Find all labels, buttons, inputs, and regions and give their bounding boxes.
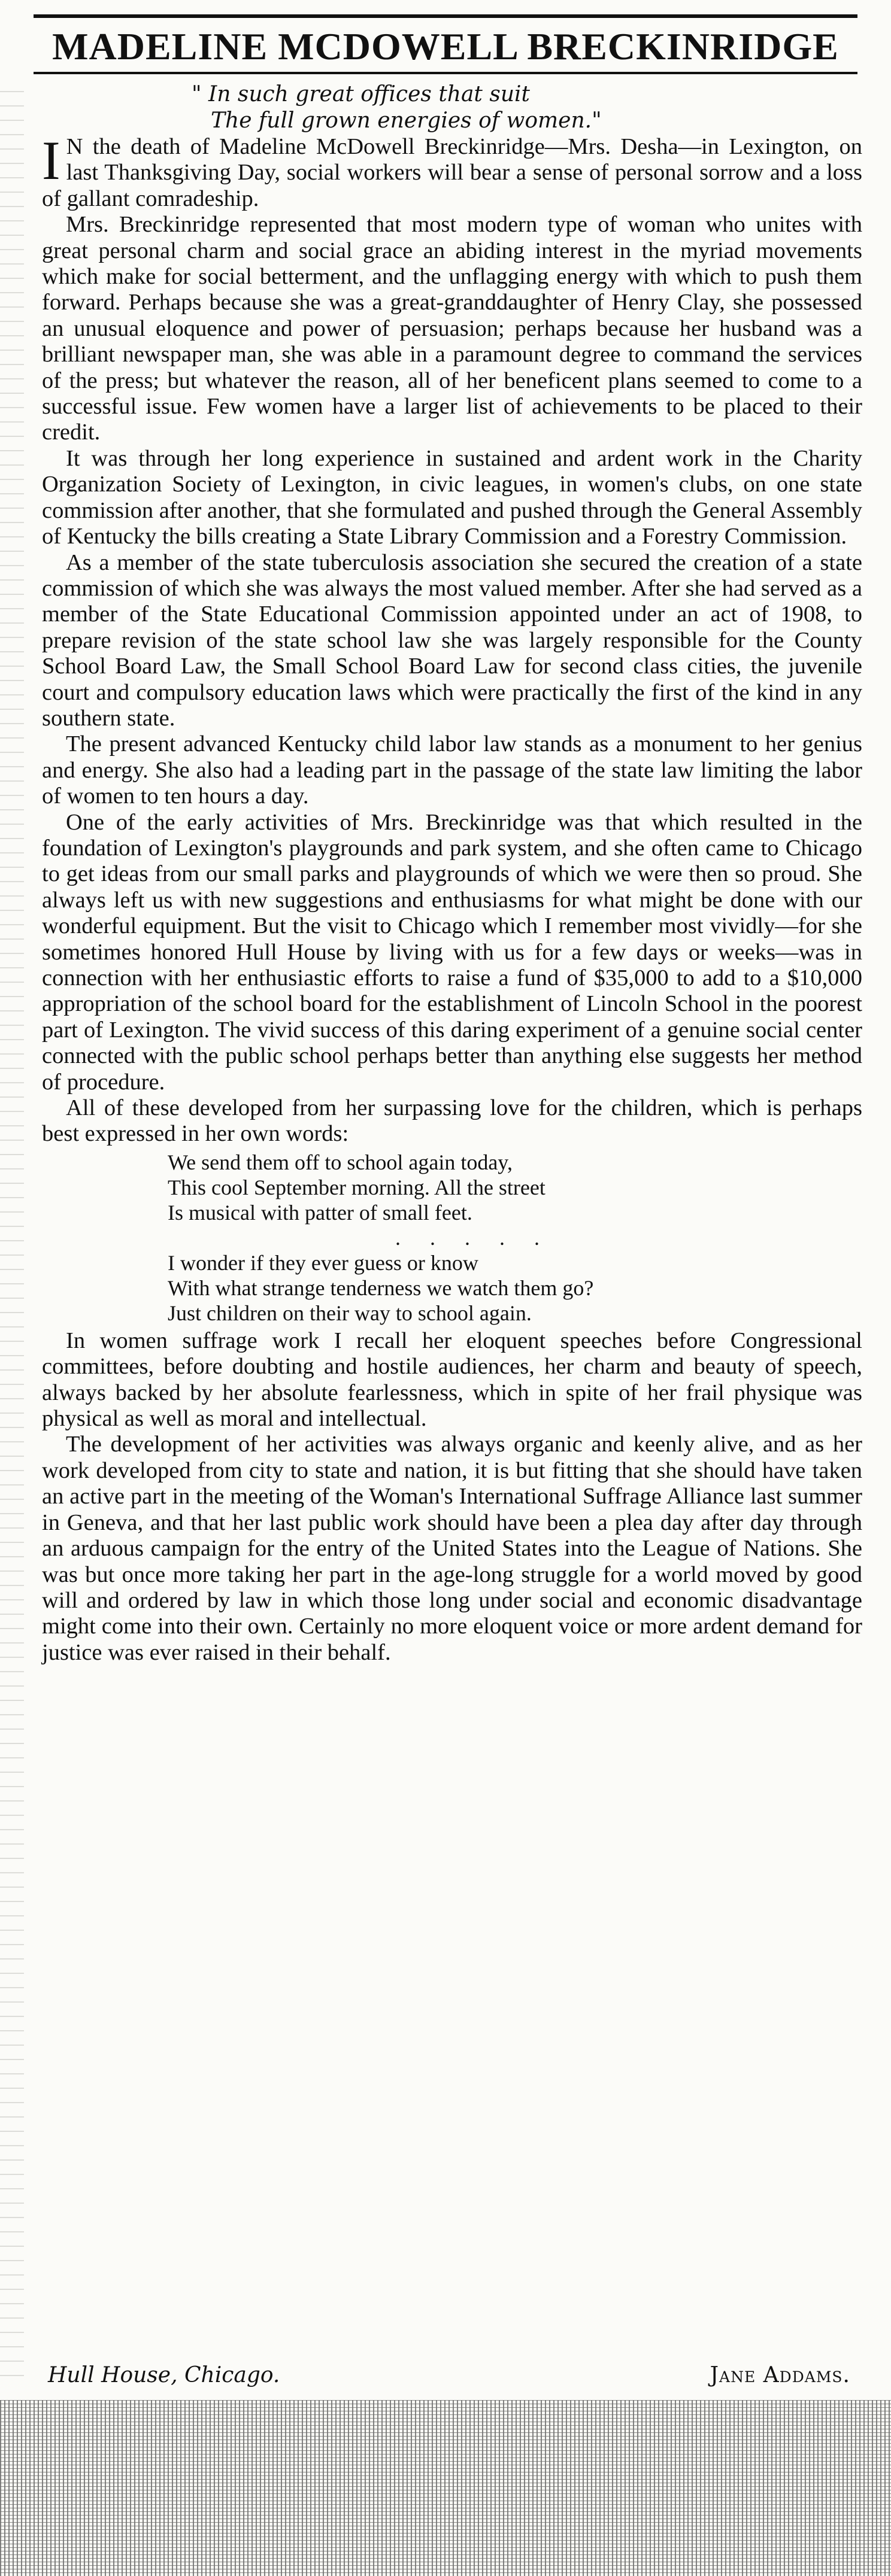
paragraph-2: Mrs. Breckinridge represented that most modern type of woman who unites with great personal charm and social grace an abiding interest in the myriad movements which make for social betterment, and the unflagging energy with which to push them forward. Perhaps because she was a great-granddaughter of Henry Clay, she possessed an unusual eloquence and power of persuasion; perhaps because her husband was a brilliant newspaper man, she was able in a paramount degree to command the services of the press; but whatever the reason, all of her beneficent plans seemed to come to a successful issue. Few women have a larger list of achievements to be placed to their credit.: [42, 212, 862, 445]
epigraph: [192, 81, 731, 134]
poem-line-6: Just children on their way to school again.: [168, 1301, 532, 1325]
paragraph-4: As a member of the state tuberculosis association she secured the creation of a state commission of which she was always the most valued member. After she had served as a member of the State Educational Commission appointed under an act of 1908, to prepare revision of the state school law she was largely responsible for the County School Board Law, the Small School Board Law for second class cities, the juvenile court and compulsory education laws which were practically the first of the kind in any southern state.: [42, 549, 862, 731]
poem: [168, 1150, 862, 1326]
headline: MADELINE MCDOWELL BRECKINRIDGE: [52, 25, 839, 68]
poem-line-4: I wonder if they ever guess or know: [168, 1250, 478, 1275]
paragraph-6: One of the early activities of Mrs. Breckinridge was that which resulted in the foundation of Lexington's playgrounds and park system, and she often came to Chicago to get ideas from our small parks and playgrounds of which we were then so proud. She always left us with new suggestions and enthusiasms for what might be done with our wonderful equipment. But the visit to Chicago which I remember most vividly—for she sometimes honored Hull House by living with us for a few days or weeks—was in connection with her enthusiastic efforts to raise a fund of $35,000 to add to a $10,000 appropriation of the school board for the establishment of Lincoln School in the poorest part of Lexington. The vivid success of this daring experiment of a genuine social center connected with the public school perhaps better than anything else suggests her method of procedure.: [42, 809, 862, 1095]
poem-line-1: We send them off to school again today,: [168, 1150, 513, 1174]
scan-bottom-noise: [0, 2400, 891, 2576]
stanza-break-dots: . . . . .: [395, 1225, 551, 1250]
signature-place: Hull House, Chicago.: [48, 2363, 280, 2387]
article-body: [42, 130, 862, 1666]
paragraph-1-text: N the death of Madeline McDowell Breckinridge—Mrs. Desha—in Lexington, on last Thanksgiving Day, social workers will bear a sense of personal sorrow and a loss of gallant comradeship.: [42, 134, 862, 211]
poem-line-5: With what strange tenderness we watch them go?: [168, 1275, 594, 1300]
poem-line-2: This cool September morning. All the street: [168, 1175, 545, 1199]
paragraph-7: All of these developed from her surpassing love for the children, which is perhaps best expressed in her own words:: [42, 1095, 862, 1147]
signature-name: Jane Addams.: [710, 2363, 850, 2387]
paragraph-9: The development of her activities was always organic and keenly alive, and as her work developed from city to state and nation, it is but fitting that she should have taken an active part in the meeting of the Woman's International Suffrage Alliance last summer in Geneva, and that her last public work should have been a plea day after day through an arduous campaign for the entry of the United States into the League of Nations. She was but once more taking her part in the age-long struggle for a world moved by good will and ordered by law in which those long under social and economic disadvantage might come into their own. Certainly no more eloquent voice or more ardent demand for justice was ever raised in their behalf.: [42, 1432, 862, 1665]
signature-line: [48, 2363, 850, 2392]
paragraph-5: The present advanced Kentucky child labor law stands as a monument to her genius and energy. She also had a leading part in the passage of the state law limiting the labor of women to ten hours a day.: [42, 731, 862, 809]
paragraph-1: [42, 130, 862, 212]
top-rule: [34, 14, 857, 18]
drop-cap: I: [42, 130, 60, 191]
epigraph-line-2: The full grown energies of women.": [211, 108, 602, 133]
epigraph-line-1: " In such great offices that suit: [192, 82, 530, 107]
scan-edge-noise: [0, 78, 24, 2388]
paragraph-8: In women suffrage work I recall her eloquent speeches before Congressional committees, before doubting and hostile audiences, her charm and beauty of speech, always backed by her absolute fearlessness, which in spite of her frail physique was physical as well as moral and intellectual.: [42, 1328, 862, 1432]
paragraph-3: It was through her long experience in sustained and ardent work in the Charity Organization Society of Lexington, in civic leagues, in women's clubs, on one state commission after another, that she formulated and pushed through the General Assembly of Kentucky the bills creating a State Library Commission and a Forestry Commission.: [42, 445, 862, 549]
headline-rule: [34, 72, 857, 74]
poem-line-3: Is musical with patter of small feet.: [168, 1200, 472, 1225]
